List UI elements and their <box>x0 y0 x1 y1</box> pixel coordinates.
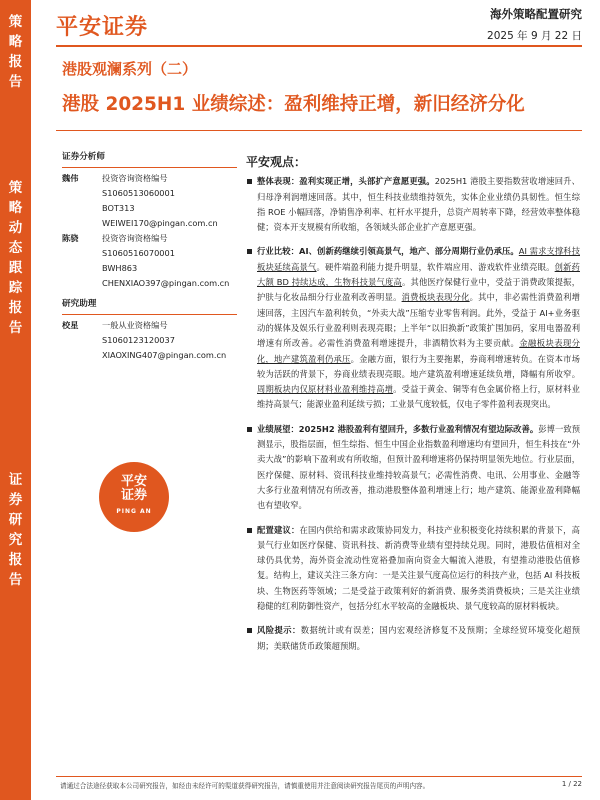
sidebar-label-report-type: 策 略 报 告 <box>8 14 23 90</box>
qualification-label: 投资咨询资格编号 <box>102 233 168 243</box>
assistant-email[interactable]: XIAOXING407@pingan.com.cn <box>102 350 227 360</box>
view-highlight: 消费板块表现分化 <box>401 292 470 303</box>
view-item-allocation <box>246 523 580 615</box>
assistant-entry <box>62 318 237 363</box>
footer-divider <box>56 776 582 777</box>
view-highlight: 金融板块表现分化，地产建筑盈利仍承压 <box>257 338 580 364</box>
report-type: 海外策略配置研究 <box>490 7 582 21</box>
page-number: 1 / 22 <box>561 780 582 788</box>
analyst-entry <box>62 231 237 291</box>
sidebar-label-subtype: 策 略 动 态 跟 踪 报 告 <box>8 180 23 336</box>
analyst-email[interactable]: CHENXIAO397@pingan.com.cn <box>102 278 230 288</box>
analyst-entry <box>62 171 237 231</box>
sidebar <box>0 0 31 800</box>
sidebar-label-securities-research: 证 券 研 究 报 告 <box>8 472 23 588</box>
qualification-label: 一般从业资格编号 <box>102 320 168 330</box>
view-highlight: 周期板块内仅原材料业盈利维持高增 <box>257 384 394 395</box>
view-heading: 业绩展望：2025H2 港股盈利有望回升，多数行业盈利情况有望边际改善。 <box>257 423 539 434</box>
analyst-email[interactable]: WEIWEI170@pingan.com.cn <box>102 218 218 228</box>
logo-text: 平安证券 <box>56 15 149 40</box>
view-heading: 行业比较：AI、创新药继续引领高景气，地产、部分周期行业仍承压。 <box>257 246 519 257</box>
analyst-code: BWH863 <box>102 263 138 273</box>
qualification-number: S1060513060001 <box>102 188 175 198</box>
analyst-name: 陈骁 <box>62 233 79 243</box>
view-heading: 风险提示： <box>257 625 301 636</box>
report-header <box>487 6 582 43</box>
view-item-industry: 行业比较：AI、创新药继续引领高景气，地产、部分周期行业仍承压。AI 需求支撑科技板块延续高景气。硬件端盈利能力提升明显，软件端应用、游戏软件业绩亮眼。创新药大额 BD 持续达成，生物科技景气度高。其他医疗保健行业中，受益于消费政策提振，护肤与化妆品细分行业盈利改善明显。消费板块表现分化。其中，非必需性消费盈利增速回落，主因汽车盈利转负，“外卖大战”压缩专业零售利润。此外，受益于 AI+业务驱动的媒体及娱乐行业盈利则表现亮眼；上半年“以旧换新”政策扩围加码，家用电器盈利增速有所改善。必需性消费盈利增速提升，非酒精饮料为主要贡献。金融板块表现分化，地产建筑盈利仍承压。金融方面，银行为主要拖累，券商利增速转负。在资本市场较为活跃的背景下，券商业绩表现亮眼。地产建筑盈利增速延续负增，降幅有所收窄。周期板块内仅原材料业盈利维持高增。受益于黄金、铜等有色金属价格上行，原材料业维持高景气；能源业盈利延续亏损；工业景气度较低，仅电子零件盈利表现突出。 <box>246 244 580 412</box>
assistant-heading: 研究助理 <box>62 297 237 315</box>
analyst-code: BOT313 <box>102 203 135 213</box>
company-logo <box>56 10 148 41</box>
header-divider <box>56 45 582 47</box>
qualification-number: S1060516070001 <box>102 248 175 258</box>
analyst-info <box>102 171 218 231</box>
qualification-number: S1060123120037 <box>102 335 175 345</box>
footer-note: 请通过合法途径获取本公司研究报告，如经由未经许可的渠道获得研究报告，请慎重使用并注意阅读研究报告尾页的声明内容。 <box>60 782 430 790</box>
analyst-info <box>102 231 229 291</box>
view-highlight: AI 需求支撑科技板块延续高景气 <box>257 246 580 272</box>
view-body: 2025H1 港股主要指数营收增速回升、归母净利润增速回落。其中，恒生科技业绩维持领先，实体企业业绩仍具韧性。恒生综指 ROE 小幅回落，净销售净利率、杠杆水平提升，总资产周转率下降，经营效率整体稳健；资本开支规模有所收缩，各领域头部企业扩产意愿更强。 <box>257 176 580 233</box>
key-views <box>246 155 580 663</box>
view-item-overall <box>246 174 580 235</box>
qualification-label: 投资咨询资格编号 <box>102 173 168 183</box>
series-title: 港股观澜系列（二） <box>62 60 198 78</box>
assistant-name: 校星 <box>62 320 79 330</box>
view-heading: 整体表现：盈利实现正增，头部扩产意愿更强。 <box>257 176 435 187</box>
page-title: 港股 2025H1 业绩综述：盈利维持正增，新旧经济分化 <box>62 94 525 115</box>
analyst-heading: 证券分析师 <box>62 150 237 168</box>
view-body: 在国内供给和需求政策协同发力，科技产业积极变化持续积累的背景下，高景气行业如医疗保健、资讯科技、新消费等业绩有望持续兑现。同时，港股估值相对全球仍具优势，海外资金流动性宽裕叠加南向资金大幅流入港股，有望推动港股估值修复。结构上，建议关注三条方向：一是关注景气度高位运行的科技产业，包括 AI 科技板块、生物医药等领域；二是受益于政策利好的新消费、服务类消费板块；三是关注业绩稳健的红利防御性资产，包括分红水平较高的金融板块、景气度较高的原材料板块。 <box>257 524 580 612</box>
view-body: 彭博一致预测显示，股指层面，恒生综指、恒生中国企业指数盈利增速均有望回升，恒生科技在“外卖大战”的影响下盈利或有所收缩，但预计盈利增速将仍保持明显领先地位。行业层面，医疗保健、原材料、资讯科技业维持较高景气；必需性消费、电讯、公用事业、金融等大多行业盈利情况有所改善，推动港股整体盈利增速上行；地产建筑、能源业盈利降幅也有望收窄。 <box>257 423 580 511</box>
view-body: 数据统计或有误差；国内宏观经济修复不及预期；全球经贸环境变化超预期；美联储货币政策超预期。 <box>257 625 580 651</box>
key-views-title: 平安观点： <box>246 155 307 169</box>
assistant-info <box>102 318 226 363</box>
report-date: 2025 年 9 月 22 日 <box>487 30 582 42</box>
view-item-outlook <box>246 422 580 514</box>
view-item-risk <box>246 623 580 654</box>
view-highlight: 创新药大额 BD 持续达成，生物科技景气度高 <box>257 261 580 288</box>
analyst-panel <box>62 150 237 363</box>
company-seal-icon: 平安 证券 PING AN <box>99 462 169 532</box>
title-divider <box>56 130 582 131</box>
analyst-name: 魏伟 <box>62 173 79 183</box>
view-heading: 配置建议： <box>257 524 300 535</box>
